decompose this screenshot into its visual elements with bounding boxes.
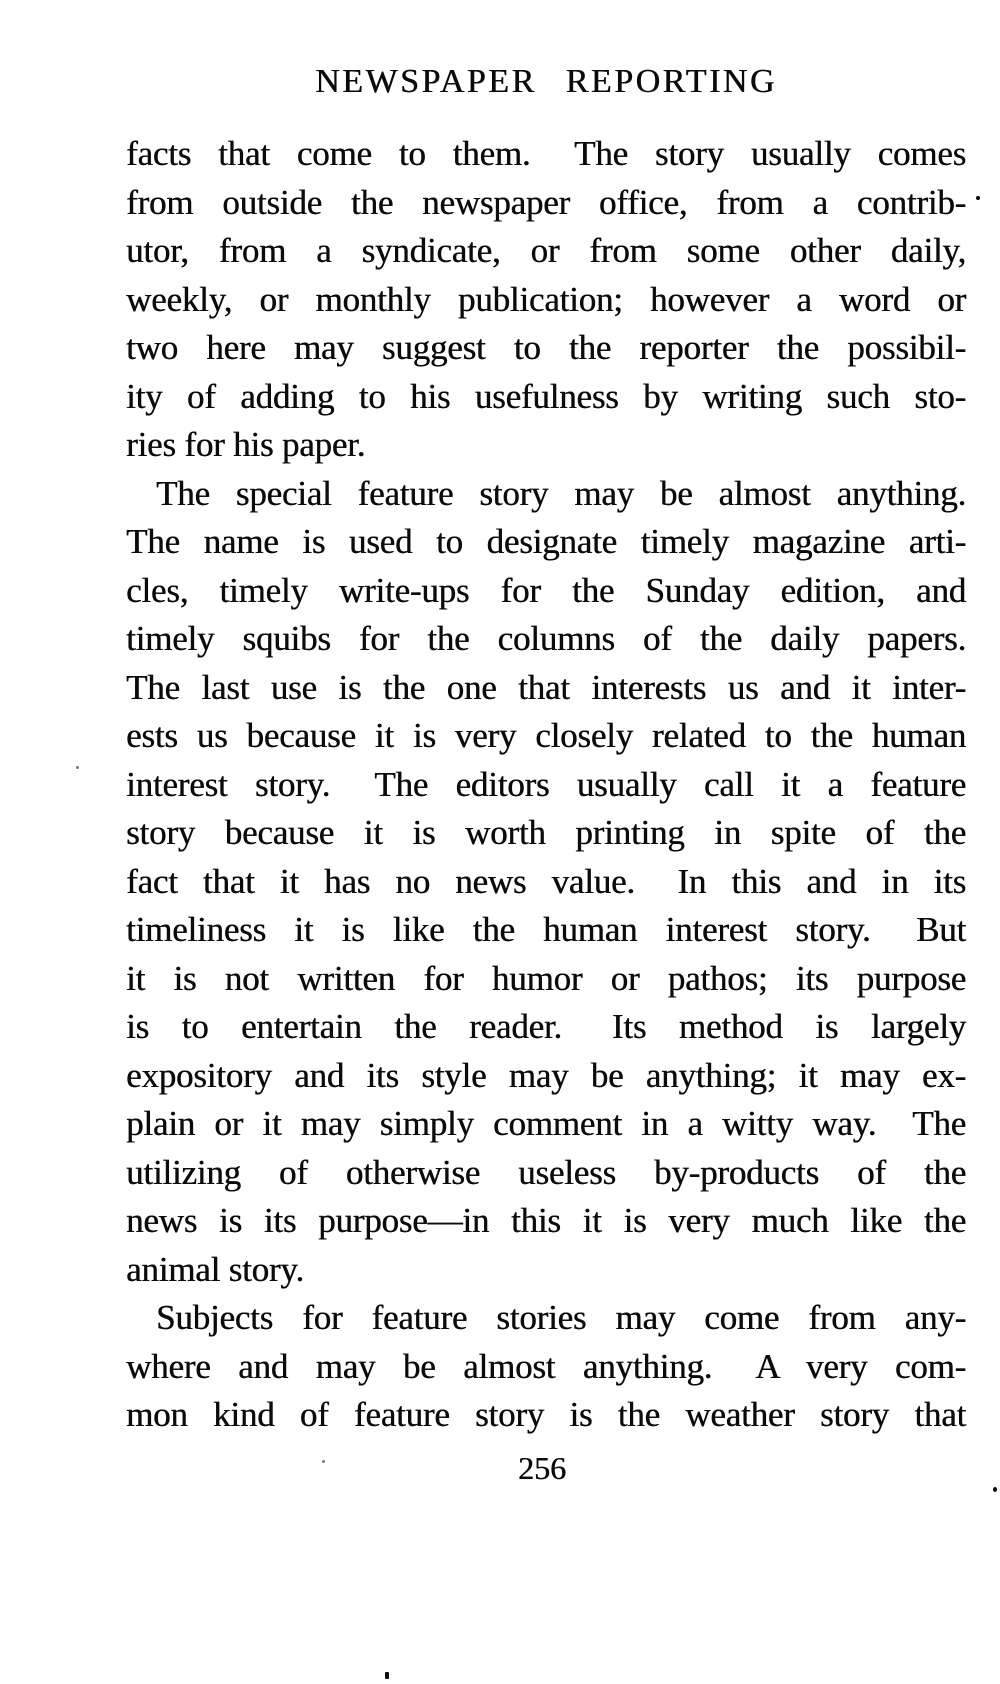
text-line: animal story.: [126, 1249, 304, 1289]
text-line: cles, timely write-ups for the Sunday edition, and: [126, 570, 966, 610]
text-line: ity of adding to his usefulness by writing such sto-: [126, 376, 966, 416]
scan-artifact-dot: [76, 766, 79, 769]
text-line: weekly, or monthly publication; however a word or: [126, 279, 966, 319]
text-line: news is its purpose—in this it is very much like the: [126, 1201, 966, 1240]
text-line: The name is used to designate timely magazine arti-: [126, 522, 966, 561]
text-line: utilizing of otherwise useless by-products of the: [126, 1152, 966, 1192]
text-line: it is not written for humor or pathos; its purpose: [126, 958, 966, 998]
text-line: where and may be almost anything. A very com-: [126, 1346, 966, 1386]
text-line: is to entertain the reader. Its method is largely: [126, 1007, 966, 1046]
body-text: [126, 130, 966, 1440]
text-line: story because it is worth printing in spite of the: [126, 813, 966, 852]
text-line: interest story. The editors usually call it a feature: [126, 764, 966, 804]
text-line: timeliness it is like the human interest story. But: [126, 910, 966, 949]
text-line: expository and its style may be anything; it may ex-: [126, 1055, 966, 1095]
text-line: from outside the newspaper office, from a contrib-: [126, 182, 966, 222]
page-number: 256: [518, 1450, 566, 1486]
paragraph: [126, 1294, 966, 1440]
text-line: ries for his paper.: [126, 425, 366, 464]
text-line: mon kind of feature story is the weather story that: [126, 1395, 966, 1434]
text-line: fact that it has no news value. In this and in its: [126, 861, 966, 901]
text-line: The last use is the one that interests us and it inter-: [126, 667, 966, 707]
text-line: plain or it may simply comment in a witty way. The: [126, 1104, 966, 1143]
text-line: facts that come to them. The story usually comes: [126, 134, 966, 173]
paragraph: [126, 130, 966, 470]
scan-artifact-dot: [976, 196, 980, 200]
scan-artifact-dot: [385, 1672, 389, 1679]
paragraph: [126, 470, 966, 1295]
running-head: NEWSPAPER REPORTING: [315, 63, 777, 100]
text-line: timely squibs for the columns of the daily papers.: [126, 619, 966, 658]
text-line: utor, from a syndicate, or from some other daily,: [126, 231, 966, 270]
scan-artifact-dot: [322, 1460, 325, 1463]
text-line: Subjects for feature stories may come from any-: [156, 1298, 966, 1337]
text-line: two here may suggest to the reporter the possibil-: [126, 328, 966, 367]
text-line: The special feature story may be almost anything.: [156, 473, 966, 513]
text-line: ests us because it is very closely related to the human: [126, 716, 966, 755]
scan-artifact-dot: [993, 1487, 997, 1492]
